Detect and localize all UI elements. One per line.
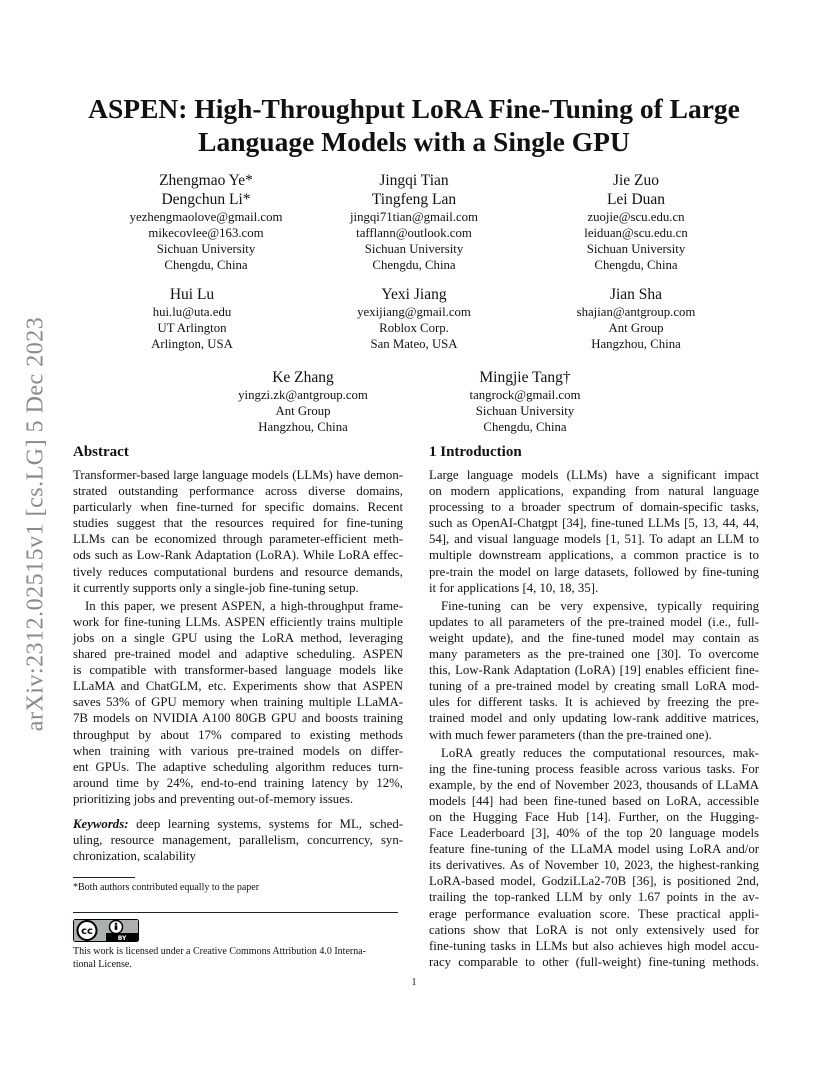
text-line: with much fewer parameters (than the pre-trained one).: [429, 727, 712, 742]
author-name: Mingjie Tang†: [479, 369, 571, 386]
author-name: Lei Duan: [606, 191, 666, 208]
introduction-column: [429, 443, 759, 970]
text-line: LoRA-based model, GodziLLa2-70B [36], is positioned 2nd,: [429, 874, 759, 889]
author-location: Arlington, USA: [151, 337, 233, 351]
author-block: [405, 368, 645, 435]
text-line: it for applications [4, 10, 18, 35].: [429, 580, 599, 595]
text-line: ing the fine-tuning process feasible across various tasks. For: [429, 761, 759, 776]
footnote-divider: [73, 877, 135, 878]
author-name: Ke Zhang: [272, 369, 334, 386]
author-name: Yexi Jiang: [381, 286, 447, 303]
keywords: [73, 816, 403, 864]
author-block: [72, 285, 312, 352]
intro-paragraph-2: [429, 598, 759, 743]
abstract-paragraph-1: [73, 467, 403, 596]
author-name: Tingfeng Lan: [371, 191, 457, 208]
text-line: feature fine-tuning of the LLaMA model using LoRA and/or: [429, 842, 759, 857]
author-affiliation: UT Arlington: [157, 321, 227, 335]
author-name: Zhengmao Ye*: [159, 172, 253, 189]
author-block: [294, 171, 534, 273]
introduction-heading: 1 Introduction: [429, 444, 522, 460]
cc-badge-right-text: BY: [117, 935, 127, 942]
author-email: mikecovlee@163.com: [148, 226, 264, 240]
abstract-heading: Abstract: [73, 444, 129, 460]
text-line: models [44] had been fine-tuned based on LoRA, accessible: [429, 793, 759, 808]
author-affiliation: Sichuan University: [475, 404, 575, 418]
text-line: fine-tuning tasks in LLMs but also achieves high model accu-: [429, 938, 759, 953]
text-line: Large language models (LLMs) have a significant impact: [429, 468, 759, 482]
author-location: Chengdu, China: [483, 420, 567, 434]
author-email: yezhengmaolove@gmail.com: [129, 210, 283, 224]
author-affiliation: Sichuan University: [586, 242, 686, 256]
abstract-paragraph-2: [73, 598, 403, 807]
text-line: This work is licensed under a Creative Commons Attribution 4.0 Interna-: [73, 946, 366, 957]
text-line: when training with various pre-trained models on differ-: [73, 743, 403, 758]
text-line: on the Hugging Face Hub [14]. Further, on the Hugging-: [429, 809, 759, 824]
text-line: pre-train the model on large datasets, followed by fine-tuning: [429, 564, 759, 579]
text-line: 7B models on NVIDIA A100 80GB GPU and boosts training: [73, 711, 403, 726]
cc-by-badge-icon: [73, 919, 139, 942]
text-line: studies suggest that the resources required for fine-tuning: [73, 516, 403, 531]
keywords-label: Keywords:: [73, 816, 129, 831]
license-text: [73, 945, 403, 971]
author-name: Hui Lu: [169, 286, 215, 303]
text-line: this, Low-Rank Adaptation (LoRA) [19] enables efficient fine-: [429, 663, 759, 678]
text-line: trailing the top-ranked LLM by only 1.67 points in the av-: [429, 890, 759, 905]
author-affiliation: Roblox Corp.: [379, 321, 449, 335]
text-line: jobs on a single GPU using the LoRA method, leveraging: [73, 630, 403, 645]
text-line: tuning of a pre-trained model by creating small LoRA mod-: [429, 679, 759, 694]
author-block: [86, 171, 326, 273]
author-block: [516, 285, 756, 352]
author-name: Dengchun Li*: [161, 191, 251, 208]
author-name: Jie Zuo: [612, 172, 660, 189]
author-location: Chengdu, China: [372, 258, 456, 272]
author-location: San Mateo, USA: [370, 337, 458, 351]
author-name: Jingqi Tian: [379, 172, 449, 189]
text-line: Fine-tuning can be very expensive, typically requiring: [441, 598, 759, 613]
text-line: is compatible with transformer-based language models like: [73, 663, 403, 678]
cc-badge-left-text: cc: [81, 926, 93, 937]
text-line: ent GPUs. The adaptive scheduling algorithm reduces turn-: [73, 759, 403, 774]
text-line: many parameters as the pre-trained one [30]. To overcome: [429, 647, 759, 662]
text-line: erage performance evaluation score. These practical appli-: [429, 906, 759, 921]
arxiv-stamp: arXiv:2312.02515v1 [cs.LG] 5 Dec 2023: [22, 316, 49, 732]
author-affiliation: Ant Group: [608, 321, 664, 335]
author-location: Chengdu, China: [164, 258, 248, 272]
author-email: shajian@antgroup.com: [576, 305, 696, 319]
author-location: Hangzhou, China: [258, 420, 348, 434]
text-line: strated outstanding performance across diverse domains,: [73, 484, 403, 499]
text-line: racy comparable to other (full-weight) fine-tuning methods.: [429, 954, 759, 969]
author-affiliation: Sichuan University: [364, 242, 464, 256]
author-affiliation: Ant Group: [275, 404, 331, 418]
text-line: work for fine-tuning LLMs. ASPEN efficiently trains multiple: [73, 614, 403, 629]
text-line: processing to a broader spectrum of domain-specific tasks,: [429, 500, 759, 515]
intro-paragraph-1: [429, 467, 759, 596]
text-line: trained model and only updating low-rank additive matrices,: [429, 711, 759, 726]
text-line: such as OpenAI-Chatgpt [34], fine-tuned LLMs [5, 13, 44, 44,: [429, 516, 759, 531]
text-line: multiple downstream applications, a common practice is to: [429, 548, 759, 563]
text-line: ules for different tasks. It is achieved by freezing the pre-: [429, 695, 759, 710]
author-location: Chengdu, China: [594, 258, 678, 272]
author-email: tangrock@gmail.com: [469, 388, 581, 402]
author-affiliation: Sichuan University: [156, 242, 256, 256]
title-line: Language Models with a Single GPU: [198, 126, 630, 157]
abstract-column: [73, 443, 403, 864]
text-line: particularly when fine-turned for specific domains. Recent: [73, 500, 403, 515]
text-line: on modern applications, expanding from natural language: [429, 484, 759, 499]
text-line: uling, resource management, parallelism, concurrency, syn-: [73, 833, 403, 848]
text-line: cations show that LoRA is not only extensively used for: [429, 922, 759, 937]
text-line: saves 53% of GPU memory when training multiple LLaMA-: [73, 695, 403, 710]
text-line: weight update), and the fine-tuned model may contain as: [429, 630, 759, 645]
footnote: *Both authors contributed equally to the paper: [73, 882, 260, 893]
page-number: 1: [411, 977, 417, 988]
text-line: deep learning systems, systems for ML, sched-: [128, 816, 403, 831]
text-line: its derivatives. As of November 10, 2023, the highest-ranking: [429, 858, 759, 873]
text-line: prioritizing jobs and preventing out-of-memory issues.: [73, 791, 354, 806]
author-email: hui.lu@uta.edu: [152, 305, 232, 319]
author-email: zuojie@scu.edu.cn: [587, 210, 685, 224]
author-block: [183, 368, 423, 435]
author-block: [294, 285, 534, 352]
author-name: Jian Sha: [609, 286, 663, 303]
text-line: In this paper, we present ASPEN, a high-throughput frame-: [85, 598, 403, 613]
author-email: tafflann@outlook.com: [356, 226, 472, 240]
text-line: updates to all parameters of the pre-trained model (i.e., full-: [429, 614, 759, 629]
text-line: throughput by about 17% compared to existing methods: [73, 727, 403, 742]
license-divider: [73, 912, 398, 913]
intro-paragraph-3: [429, 745, 759, 970]
text-line: LoRA greatly reduces the computational resources, mak-: [441, 745, 759, 760]
text-line: it currently supports only a single-job fine-tuning setup.: [73, 580, 359, 595]
text-line: chronization, scalability: [73, 849, 196, 864]
text-line: example, by the end of November 2023, thousands of LLaMA: [429, 777, 759, 792]
author-email: yexijiang@gmail.com: [357, 305, 471, 319]
author-email: jingqi71tian@gmail.com: [349, 210, 478, 224]
text-line: shared pre-trained model and adaptive scheduling. ASPEN: [73, 647, 403, 662]
text-line: LLaMA and ChatGLM, etc. Experiments show that ASPEN: [73, 679, 403, 694]
author-location: Hangzhou, China: [591, 337, 681, 351]
text-line: 54], and visual language models [1, 51]. To adapt an LLM to: [429, 532, 759, 547]
title-line: ASPEN: High-Throughput LoRA Fine-Tuning of Large: [88, 93, 740, 124]
text-line: Face Leaderboard [3], 40% of the top 20 language models: [429, 826, 759, 841]
text-line: ods such as Low-Rank Adaptation (LoRA). While LoRA effec-: [73, 548, 403, 563]
author-email: yingzi.zk@antgroup.com: [238, 388, 368, 402]
author-block: [516, 171, 756, 273]
text-line: tively reduces computational burdens and resource demands,: [73, 564, 403, 579]
text-line: Transformer-based large language models (LLMs) have demon-: [73, 468, 403, 482]
text-line: around time by 24%, end-to-end training latency by 12%,: [73, 775, 403, 790]
text-line: tional License.: [73, 959, 132, 970]
paper-title: [40, 92, 788, 158]
author-email: leiduan@scu.edu.cn: [584, 226, 688, 240]
text-line: LLMs can be economized through parameter-efficient meth-: [73, 532, 403, 547]
